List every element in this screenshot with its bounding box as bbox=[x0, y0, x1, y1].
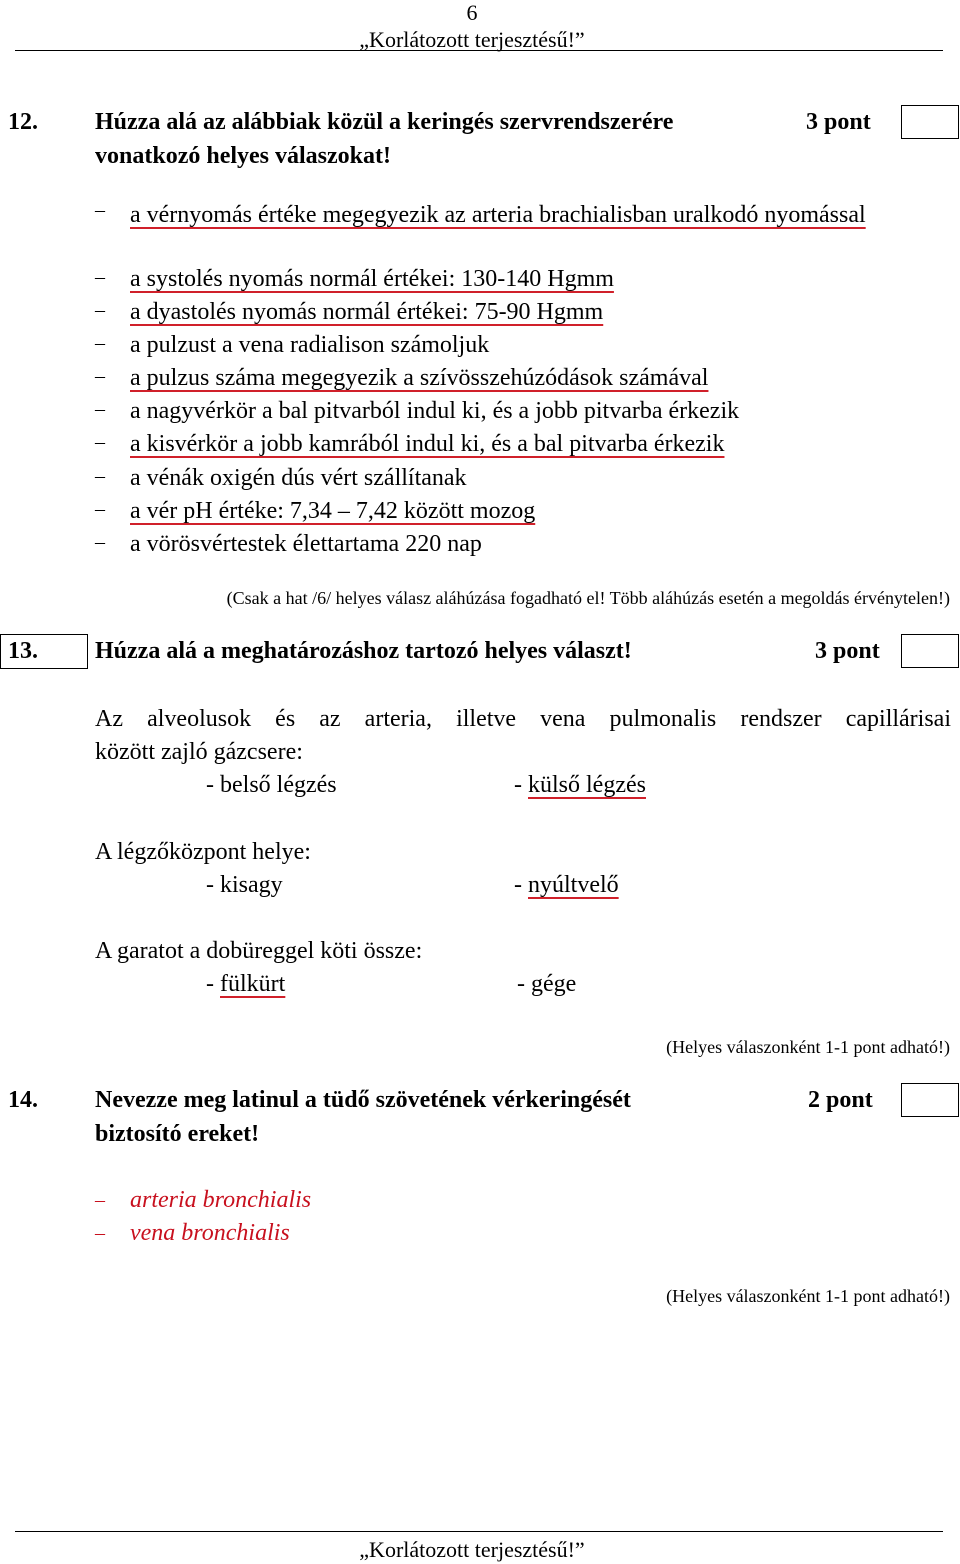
q12-score-box[interactable] bbox=[901, 105, 959, 139]
q12-option-10-text: a vörösvértestek élettartama 220 nap bbox=[130, 531, 482, 557]
q12-title-line2: vonatkozó helyes válaszokat! bbox=[95, 143, 391, 169]
q12-option-dash: – bbox=[95, 199, 105, 221]
header-rule bbox=[15, 50, 943, 51]
q12-option-7[interactable] bbox=[130, 431, 724, 458]
q12-points: 3 pont bbox=[806, 109, 871, 135]
q13-choice-3a-prefix: - bbox=[206, 971, 220, 997]
q13-choice-3a[interactable] bbox=[206, 971, 285, 998]
q12-option-9-text: a vér pH értéke: 7,34 – 7,42 között mozog bbox=[130, 498, 536, 524]
q13-choice-3a-text: fülkürt bbox=[220, 971, 286, 997]
q14-note: (Helyes válaszonként 1-1 pont adható!) bbox=[666, 1286, 950, 1306]
q12-option-1[interactable] bbox=[130, 199, 950, 232]
q12-option-6-text: a nagyvérkör a bal pitvarból indul ki, és a jobb pitvarba érkezik bbox=[130, 398, 740, 424]
q12-option-9[interactable] bbox=[130, 498, 535, 525]
q12-option-3[interactable] bbox=[130, 299, 603, 326]
q12-option-dash: – bbox=[95, 332, 105, 354]
q12-option-5-text: a pulzus száma megegyezik a szívösszehúzódások számával bbox=[130, 365, 709, 391]
q12-option-8-text: a vénák oxigén dús vért szállítanak bbox=[130, 465, 467, 491]
q13-choice-3b[interactable]: - gége bbox=[517, 971, 577, 997]
q12-option-5[interactable] bbox=[130, 365, 708, 392]
q14-number: 14. bbox=[8, 1087, 38, 1113]
q13-choice-2b-text: nyúltvelő bbox=[528, 872, 619, 898]
q12-number: 12. bbox=[8, 109, 38, 135]
q13-number: 13. bbox=[8, 638, 38, 664]
q14-title-line2: biztosító ereket! bbox=[95, 1121, 260, 1147]
q12-option-2-text: a systolés nyomás normál értékei: 130-140 Hgmm bbox=[130, 266, 614, 292]
q14-points: 2 pont bbox=[808, 1087, 873, 1113]
q14-answer-2: vena bronchialis bbox=[130, 1220, 290, 1246]
q12-option-dash: – bbox=[95, 431, 105, 453]
q13-title: Húzza alá a meghatározáshoz tartozó helyes választ! bbox=[95, 638, 632, 664]
q12-option-1-text: a vérnyomás értéke megegyezik az arteria brachialisban uralkodó nyomással bbox=[130, 202, 866, 228]
q12-option-dash: – bbox=[95, 299, 105, 321]
q14-score-box[interactable] bbox=[901, 1083, 959, 1117]
q12-option-7-text: a kisvérkör a jobb kamrából indul ki, és a bal pitvarba érkezik bbox=[130, 431, 725, 457]
q13-prompt-1-line1: Az alveolusok és az arteria, illetve vena pulmonalis rendszer capillárisai bbox=[95, 706, 951, 732]
q12-option-4[interactable] bbox=[130, 332, 489, 359]
q13-prompt-2: A légzőközpont helye: bbox=[95, 839, 311, 865]
q13-prompt-1-line2: között zajló gázcsere: bbox=[95, 739, 303, 765]
q13-choice-1b-text: külső légzés bbox=[528, 772, 646, 798]
page-header: „Korlátozott terjesztésű!” bbox=[359, 27, 585, 52]
q12-option-10[interactable] bbox=[130, 531, 482, 558]
q13-choice-2a[interactable]: - kisagy bbox=[206, 872, 283, 898]
page-number: 6 bbox=[466, 0, 478, 25]
q12-option-dash: – bbox=[95, 465, 105, 487]
q12-title-line1: Húzza alá az alábbiak közül a keringés szervrendszerére bbox=[95, 109, 674, 135]
q12-option-8[interactable] bbox=[130, 465, 467, 492]
q13-choice-1b[interactable] bbox=[514, 772, 646, 799]
q13-prompt-3: A garatot a dobüreggel köti össze: bbox=[95, 938, 423, 964]
q12-option-dash: – bbox=[95, 266, 105, 288]
q13-choice-2b[interactable] bbox=[514, 872, 619, 899]
q12-option-2[interactable] bbox=[130, 266, 614, 293]
q12-option-dash: – bbox=[95, 398, 105, 420]
q14-answer-dash: – bbox=[95, 1189, 105, 1211]
q13-choice-2b-prefix: - bbox=[514, 872, 528, 898]
q14-title-line1: Nevezze meg latinul a tüdő szövetének vérkeringését bbox=[95, 1087, 631, 1113]
q12-option-dash: – bbox=[95, 531, 105, 553]
q13-note: (Helyes válaszonként 1-1 pont adható!) bbox=[666, 1037, 950, 1057]
q13-choice-1b-prefix: - bbox=[514, 772, 528, 798]
q14-answer-1: arteria bronchialis bbox=[130, 1187, 312, 1213]
q12-option-6[interactable] bbox=[130, 398, 739, 425]
q12-note: (Csak a hat /6/ helyes válasz aláhúzása fogadható el! Több aláhúzás esetén a megoldás érvénytelen!) bbox=[226, 588, 950, 608]
q13-score-box[interactable] bbox=[901, 634, 959, 668]
q12-option-dash: – bbox=[95, 498, 105, 520]
q12-option-3-text: a dyastolés nyomás normál értékei: 75-90 Hgmm bbox=[130, 299, 604, 325]
q14-answer-dash: – bbox=[95, 1222, 105, 1244]
page-footer: „Korlátozott terjesztésű!” bbox=[359, 1537, 585, 1562]
q12-option-dash: – bbox=[95, 365, 105, 387]
footer-rule bbox=[15, 1531, 943, 1532]
q13-choice-1a[interactable]: - belső légzés bbox=[206, 772, 337, 798]
q13-points: 3 pont bbox=[815, 638, 880, 664]
q12-option-4-text: a pulzust a vena radialison számoljuk bbox=[130, 332, 490, 358]
